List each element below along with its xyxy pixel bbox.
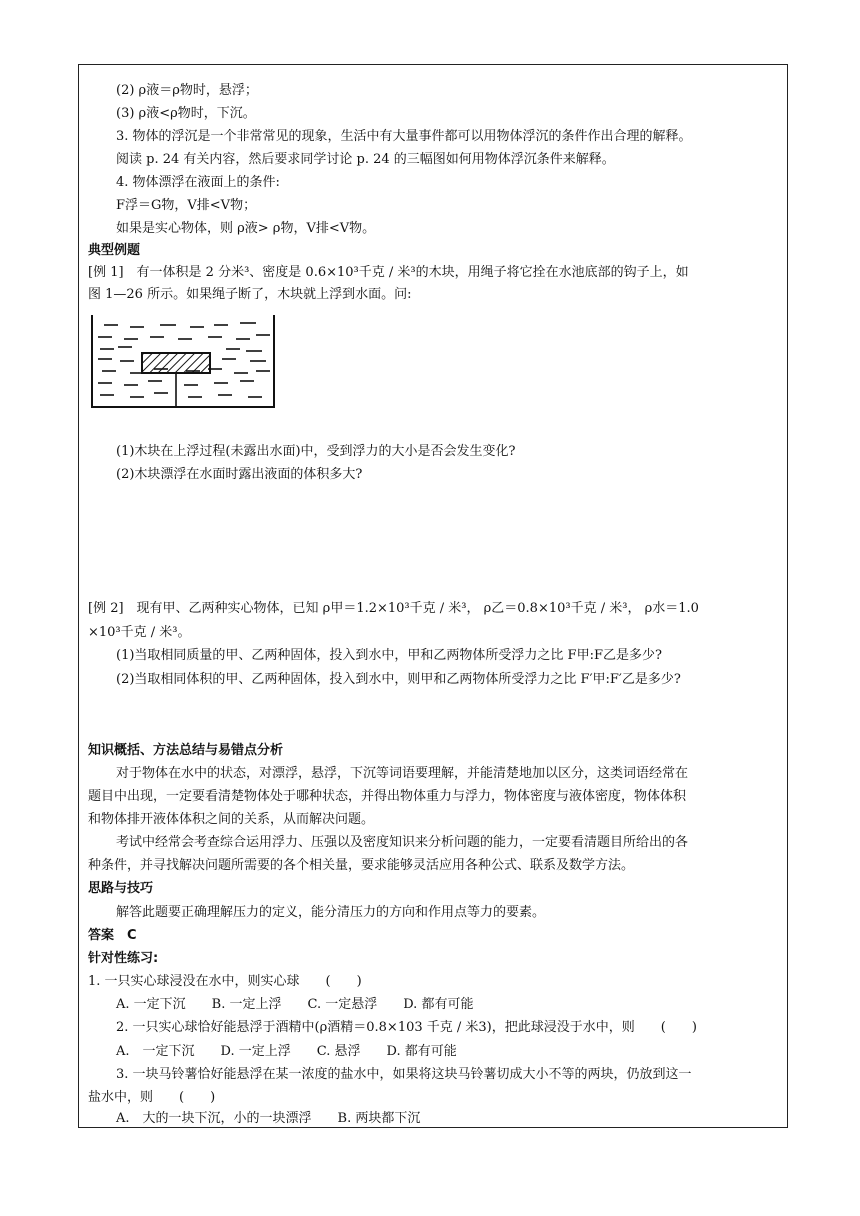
text-line: 阅读 p. 24 有关内容，然后要求同学讨论 p. 24 的三幅图如何用物体浮沉条件来解释。 [116, 152, 615, 167]
exercise-options: A. 一定下沉 B. 一定上浮 C. 一定悬浮 D. 都有可能 [116, 997, 474, 1012]
text-line: (2) ρ液＝ρ物时，悬浮； [116, 83, 258, 98]
question-text: (2)木块漂浮在水面时露出液面的体积多大? [116, 467, 363, 482]
paragraph-line: 和物体排开液体体积之间的关系，从而解决问题。 [88, 812, 375, 827]
paragraph-line: 种条件，并寻找解决问题所需要的各个相关量，要求能够灵活应用各种公式、联系及数学方法。 [88, 858, 635, 873]
paragraph-line: 考试中经常会考查综合运用浮力、压强以及密度知识来分析问题的能力，一定要看清题目所给出的各 [116, 835, 689, 850]
section-heading: 知识概括、方法总结与易错点分析 [88, 743, 284, 758]
question-text: (1)当取相同质量的甲、乙两种固体，投入到水中，甲和乙两物体所受浮力之比 F甲:F乙是多少? [116, 648, 662, 663]
paragraph-line: 题目中出现，一定要看清楚物体处于哪种状态，并得出物体重力与浮力，物体密度与液体密度，物体体积 [88, 789, 687, 804]
exercise-question: 盐水中，则 ( ) [88, 1090, 216, 1105]
answer-label: 答案 C [88, 928, 137, 943]
paragraph-line: 对于物体在水中的状态，对漂浮，悬浮，下沉等词语要理解，并能清楚地加以区分，这类词语经常在 [116, 766, 689, 781]
exercise-question: 3. 一块马铃薯恰好能悬浮在某一浓度的盐水中，如果将这块马铃薯切成大小不等的两块，仍放到这一 [116, 1067, 692, 1082]
section-heading: 针对性练习: [88, 951, 159, 966]
exercise-question: 2. 一只实心球恰好能悬浮于酒精中(ρ酒精＝0.8×103 千克 / 米3)，把此球浸没于水中，则 ( ) [116, 1020, 697, 1035]
example-2-text: [例 2] 现有甲、乙两种实心物体，已知 ρ甲＝1.2×10³千克 / 米³， ρ乙＝0.8×10³千克 / 米³， ρ水＝1.0 [88, 601, 699, 616]
text-line: (3) ρ液<ρ物时，下沉。 [116, 106, 256, 121]
text-line: 3. 物体的浮沉是一个非常常见的现象，生活中有大量事件都可以用物体浮沉的条件作出合理的解释。 [116, 129, 692, 144]
formula-line: F浮＝G物，V排<V物； [116, 198, 257, 213]
exercise-question: 1. 一只实心球浸没在水中，则实心球 ( ) [88, 974, 362, 989]
example-2-text: ×10³千克 / 米³。 [88, 625, 191, 640]
example-1-text: [例 1] 有一体积是 2 分米³、密度是 0.6×10³千克 / 米³的木块，用绳子将它拴在水池底部的钩子上，如 [88, 265, 689, 280]
section-heading: 典型例题 [88, 243, 141, 258]
exercise-options: A. 一定下沉 D. 一定上浮 C. 悬浮 D. 都有可能 [116, 1044, 457, 1059]
wood-block [142, 353, 210, 373]
question-text: (2)当取相同体积的甲、乙两种固体，投入到水中，则甲和乙两物体所受浮力之比 F′甲:F′乙是多少? [116, 672, 681, 687]
paragraph-line: 解答此题要正确理解压力的定义，能分清压力的方向和作用点等力的要素。 [116, 905, 546, 920]
example-1-text: 图 1—26 所示。如果绳子断了，木块就上浮到水面。问: [88, 287, 412, 302]
question-text: (1)木块在上浮过程(未露出水面)中，受到浮力的大小是否会发生变化? [116, 444, 516, 459]
exercise-options: A. 大的一块下沉，小的一块漂浮 B. 两块都下沉 [116, 1111, 421, 1126]
wood-block-figure [90, 313, 276, 409]
text-line: 4. 物体漂浮在液面上的条件: [116, 175, 280, 190]
section-heading: 思路与技巧 [88, 881, 154, 896]
text-line: 如果是实心物体，则 ρ液> ρ物，V排<V物。 [116, 221, 376, 236]
